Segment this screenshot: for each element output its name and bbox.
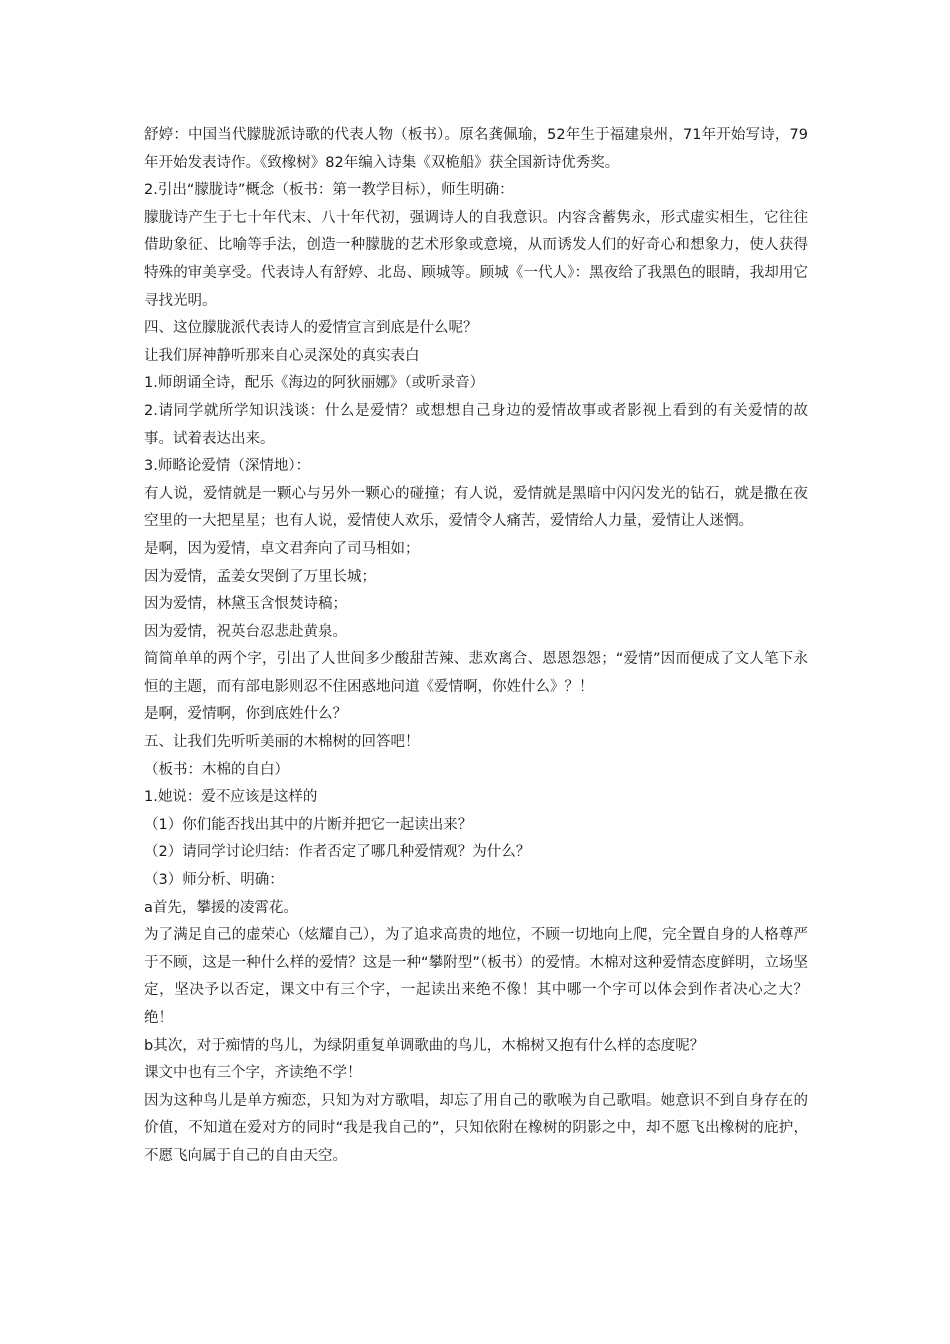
paragraph-step-1-recite: 1.师朗诵全诗，配乐《海边的阿狄丽娜》（或听录音） — [144, 375, 485, 392]
paragraph-shuting-intro: 舒婷：中国当代朦胧派诗歌的代表人物（板书）。原名龚佩瑜，52年生于福建泉州，71年开始写诗，79年开始发表诗作。《致橡树》82年编入诗集《双桅船》获全国新诗优秀奖。 — [144, 127, 808, 171]
paragraph-step-3-teacher: 3.师略论爱情（深情地）： — [144, 458, 311, 475]
paragraph-love-theme: 简简单单的两个字，引出了人世间多少酸甜苦辣、悲欢离合、恩恩怨怨；“爱情”因而便成了文人笔下永恒的主题，而有部电影则忍不住困惑地问道《爱情啊，你姓什么》？！ — [144, 651, 808, 695]
paragraph-menglong-definition: 朦胧诗产生于七十年代末、八十年代初，强调诗人的自我意识。内容含蓄隽永，形式虚实相生，它往往借助象征、比喻等手法，创造一种朦胧的艺术形象或意境，从而诱发人们的好奇心和想象力，使人获得特殊的审美享受。代表诗人有舒婷、北岛、顾城等。顾城《一代人》：黑夜给了我黑色的眼睛，我却用它寻找光明。 — [144, 209, 808, 309]
paragraph-love-example-1: 是啊，因为爱情，卓文君奔向了司马相如； — [144, 540, 420, 557]
paragraph-board-note: （板书：木棉的自白） — [144, 761, 289, 778]
paragraph-love-example-3: 因为爱情，林黛玉含恨焚诗稿； — [144, 596, 347, 613]
paragraph-listen-intro: 让我们屏神静听那来自心灵深处的真实表白 — [144, 347, 420, 364]
paragraph-love-description: 有人说，爱情就是一颗心与另外一颗心的碰撞；有人说，爱情就是黑暗中闪闪发光的钻石，就是撒在夜空里的一大把星星；也有人说，爱情使人欢乐，爱情令人痛苦，爱情给人力量，爱情让人迷惘。 — [144, 485, 808, 530]
paragraph-love-example-2: 因为爱情，孟姜女哭倒了万里长城； — [144, 568, 376, 585]
paragraph-love-example-4: 因为爱情，祝英台忍悲赴黄泉。 — [144, 623, 347, 640]
paragraph-point-b-analysis: 因为这种鸟儿是单方痴恋，只知为对方歌唱，却忘了用自己的歌喉为自己歌唱。她意识不到自身存在的价值，不知道在爱对方的同时“我是我自己的”，只知依附在橡树的阴影之中，却不愿飞出橡树的庇护，不愿飞向属于自己的自由天空。 — [144, 1092, 808, 1164]
paragraph-point-a-analysis: 为了满足自己的虚荣心（炫耀自己），为了追求高贵的地位，不顾一切地向上爬，完全置自身的人格尊严于不顾，这是一种什么样的爱情？这是一种“攀附型”（板书）的爱情。木棉对这种爱情态度鲜明，立场坚定，坚决予以否定，课文中有三个字，一起读出来绝不像！其中哪一个字可以体会到作者决心之大？绝！ — [144, 927, 808, 1026]
section-heading-four: 四、这位朦胧派代表诗人的爱情宣言到底是什么呢？ — [144, 320, 478, 337]
paragraph-sub-3: （3）师分析、明确： — [144, 872, 284, 889]
paragraph-point-b-read: 课文中也有三个字，齐读绝不学！ — [144, 1065, 362, 1082]
paragraph-love-question: 是啊，爱情啊，你到底姓什么？ — [144, 706, 347, 723]
document-page — [144, 122, 808, 1171]
paragraph-point-a: a首先，攀援的凌霄花。 — [144, 899, 298, 916]
paragraph-she-says: 1.她说：爱不应该是这样的 — [144, 789, 318, 806]
paragraph-step-2-discuss: 2.请同学就所学知识浅谈：什么是爱情？或想想自己身边的爱情故事或者影视上看到的有关爱情的故事。试着表达出来。 — [144, 402, 808, 447]
paragraph-point-b: b其次，对于痴情的鸟儿，为绿阴重复单调歌曲的鸟儿，木棉树又抱有什么样的态度呢？ — [144, 1037, 705, 1054]
section-heading-five: 五、让我们先听听美丽的木棉树的回答吧！ — [144, 734, 420, 751]
paragraph-menglong-concept-heading: 2.引出“朦胧诗”概念（板书：第一教学目标），师生明确： — [144, 182, 514, 199]
paragraph-sub-1: （1）你们能否找出其中的片断并把它一起读出来？ — [144, 816, 473, 833]
paragraph-sub-2: （2）请同学讨论归结：作者否定了哪几种爱情观？为什么？ — [144, 844, 531, 861]
